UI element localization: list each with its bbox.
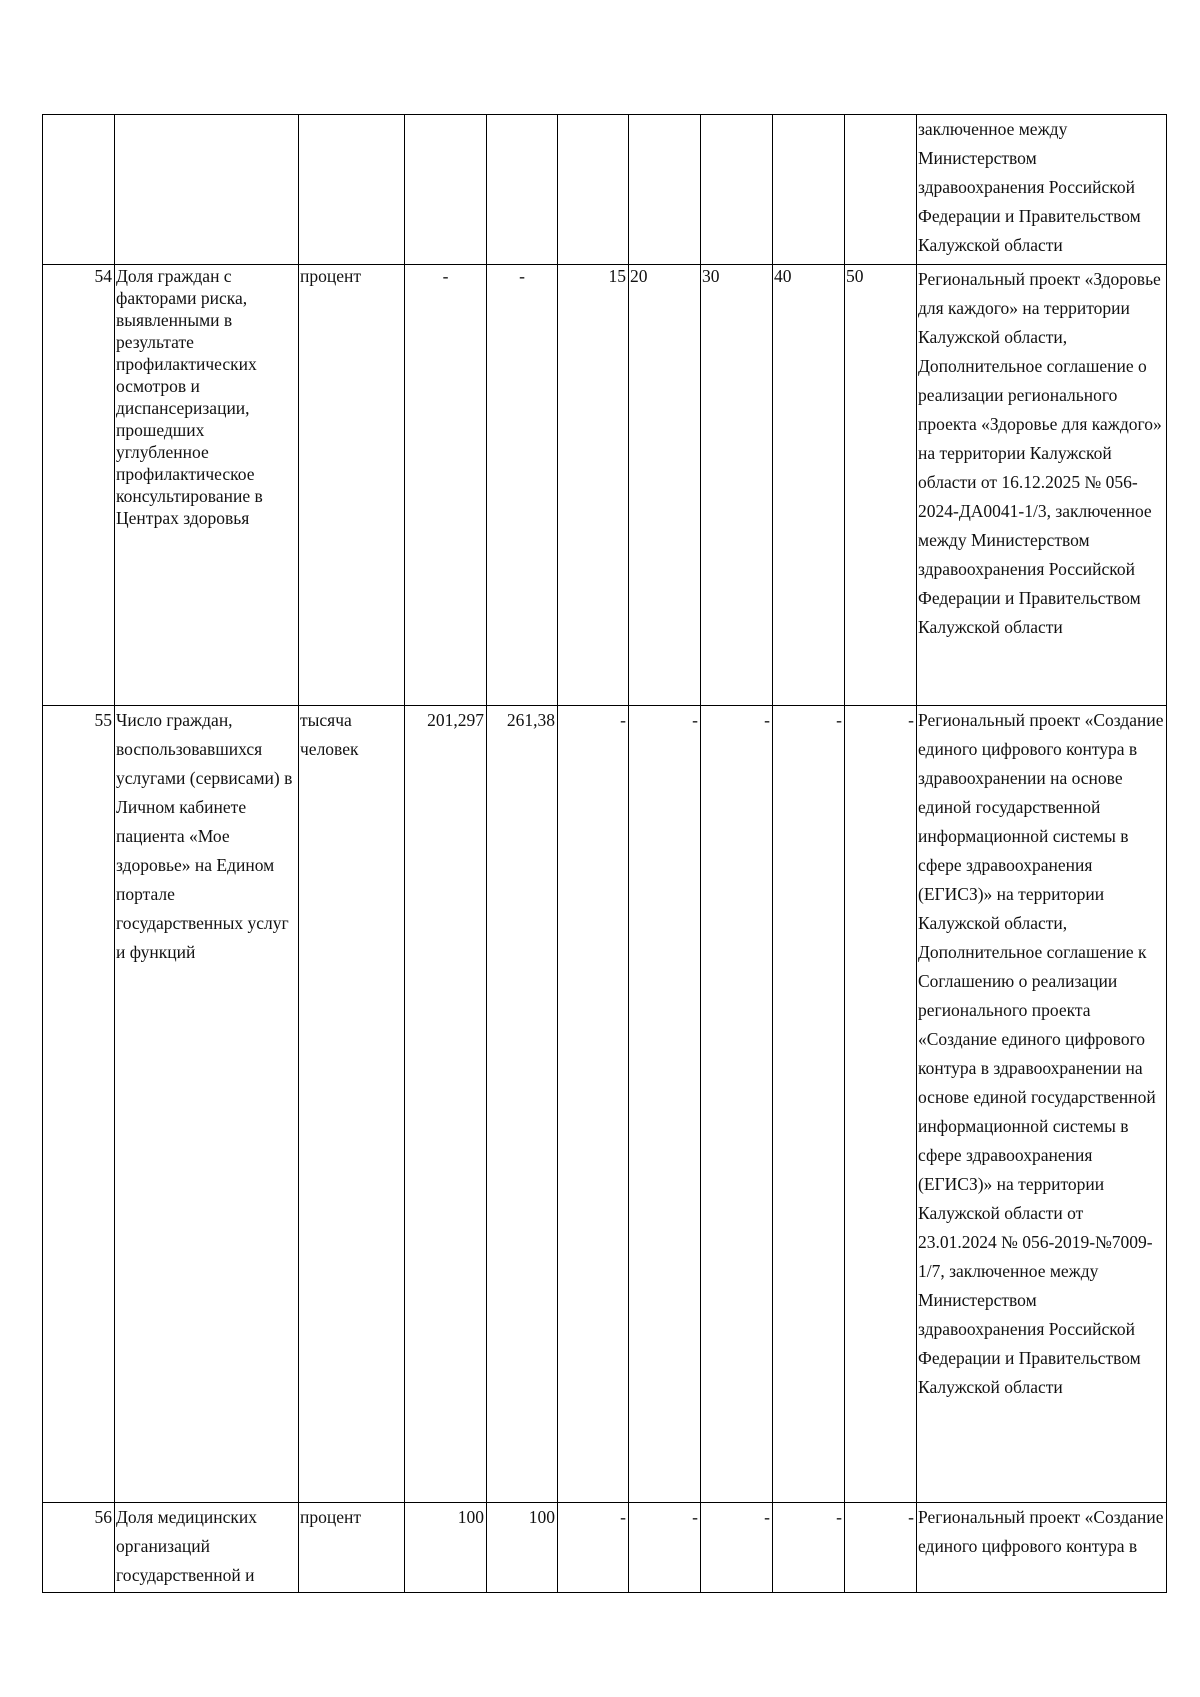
indicator-name: Доля граждан с факторами риска, выявленными в результате профилактических осмотров и диспансеризации, прошедших углубленное профилактическое консультирование в Центрах здоровья bbox=[115, 265, 299, 706]
value-6 bbox=[773, 115, 845, 265]
table-row bbox=[43, 706, 1167, 1503]
source-document: Региональный проект «Здоровье для каждого» на территории Калужской области, Дополнительное соглашение о реализации регионального проекта «Здоровье для каждого» на территории Калужской области от 16.12.2025 № 056-2024-ДА0041-1/3, заключенное между Министерством здравоохранения Российской Федерации и Правительством Калужской области bbox=[917, 265, 1167, 706]
value-1 bbox=[405, 115, 487, 265]
indicator-name: Доля медицинских организаций государственной и bbox=[115, 1503, 299, 1593]
value-1: 100 bbox=[405, 1503, 487, 1593]
indicator-name: Число граждан, воспользовавшихся услугами (сервисами) в Личном кабинете пациента «Мое здоровье» на Едином портале государственных услуг и функций bbox=[115, 706, 299, 1503]
value-7: - bbox=[845, 706, 917, 1503]
unit bbox=[299, 115, 405, 265]
value-3: - bbox=[558, 706, 629, 1503]
value-2: 261,38 bbox=[487, 706, 558, 1503]
value-6: - bbox=[773, 706, 845, 1503]
row-number: 55 bbox=[43, 706, 115, 1503]
unit: процент bbox=[299, 265, 405, 706]
row-number: 54 bbox=[43, 265, 115, 706]
value-2 bbox=[487, 115, 558, 265]
value-2: 100 bbox=[487, 1503, 558, 1593]
value-2: - bbox=[487, 265, 558, 706]
value-3: - bbox=[558, 1503, 629, 1593]
source-document: Региональный проект «Создание единого цифрового контура в bbox=[917, 1503, 1167, 1593]
value-7: 50 bbox=[845, 265, 917, 706]
value-4: - bbox=[629, 1503, 701, 1593]
source-document: заключенное между Министерством здравоохранения Российской Федерации и Правительством Калужской области bbox=[917, 115, 1167, 265]
row-number bbox=[43, 115, 115, 265]
table-row bbox=[43, 265, 1167, 706]
value-5 bbox=[701, 115, 773, 265]
value-3 bbox=[558, 115, 629, 265]
value-1: - bbox=[405, 265, 487, 706]
value-7: - bbox=[845, 1503, 917, 1593]
value-4: 20 bbox=[629, 265, 701, 706]
value-6: 40 bbox=[773, 265, 845, 706]
value-5: 30 bbox=[701, 265, 773, 706]
value-3: 15 bbox=[558, 265, 629, 706]
value-7 bbox=[845, 115, 917, 265]
value-4 bbox=[629, 115, 701, 265]
unit: тысяча человек bbox=[299, 706, 405, 1503]
table-row bbox=[43, 115, 1167, 265]
table-row bbox=[43, 1503, 1167, 1593]
value-4: - bbox=[629, 706, 701, 1503]
unit: процент bbox=[299, 1503, 405, 1593]
indicators-table bbox=[42, 114, 1167, 1593]
row-number: 56 bbox=[43, 1503, 115, 1593]
indicator-name bbox=[115, 115, 299, 265]
value-6: - bbox=[773, 1503, 845, 1593]
value-5: - bbox=[701, 1503, 773, 1593]
source-document: Региональный проект «Создание единого цифрового контура в здравоохранении на основе единой государственной информационной системы в сфере здравоохранения (ЕГИСЗ)» на территории Калужской области, Дополнительное соглашение к Соглашению о реализации регионального проекта «Создание единого цифрового контура в здравоохранении на основе единой государственной информационной системы в сфере здравоохранения (ЕГИСЗ)» на территории Калужской области от 23.01.2024 № 056-2019-№7009-1/7, заключенное между Министерством здравоохранения Российской Федерации и Правительством Калужской области bbox=[917, 706, 1167, 1503]
value-5: - bbox=[701, 706, 773, 1503]
value-1: 201,297 bbox=[405, 706, 487, 1503]
